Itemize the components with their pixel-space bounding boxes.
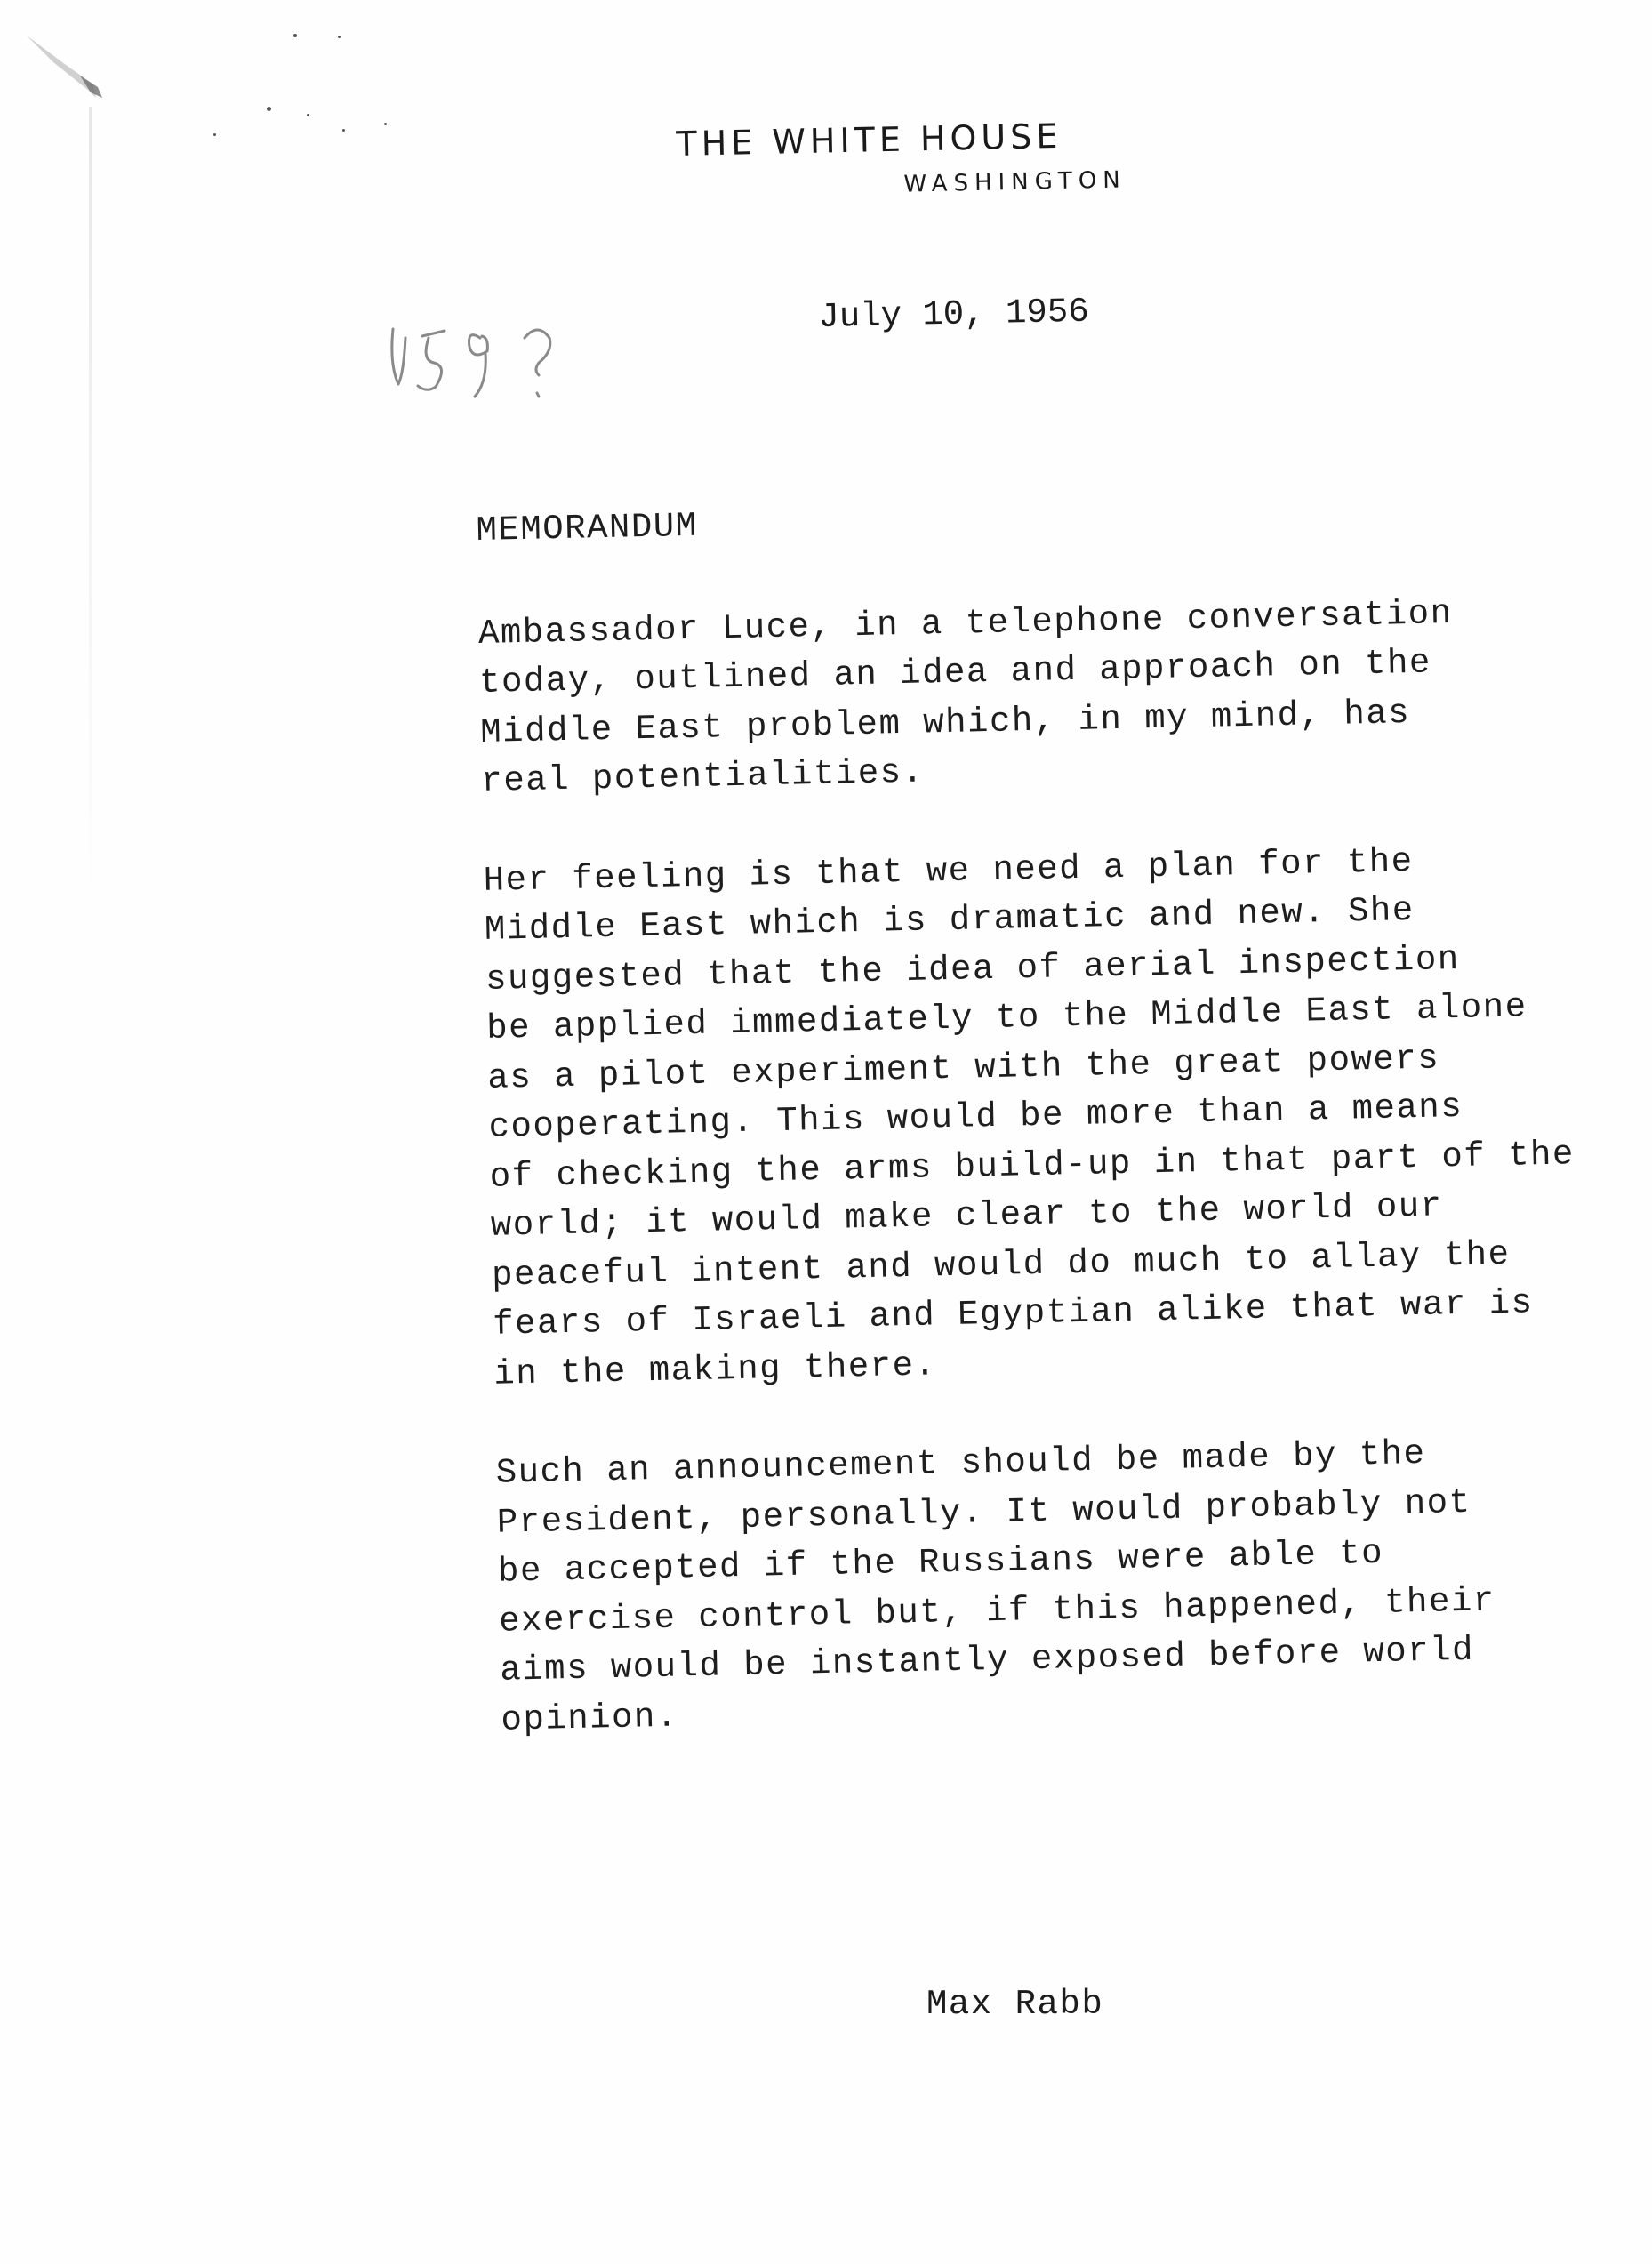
paragraph-line: world; it would make clear to the world our xyxy=(490,1186,1444,1246)
memo-body xyxy=(476,483,1632,1794)
scan-speck xyxy=(307,114,309,116)
memo-paragraph xyxy=(477,586,1610,807)
letterhead xyxy=(676,111,1300,203)
paragraph-line: President, personally. It would probably not xyxy=(496,1482,1472,1543)
scan-speck xyxy=(293,34,297,37)
paragraph-line: in the making there. xyxy=(493,1345,937,1394)
scan-speck xyxy=(384,123,387,125)
scan-speck xyxy=(338,36,341,38)
letterhead-title: THE WHITE HOUSE xyxy=(676,116,1063,164)
memo-date: July 10, 1956 xyxy=(818,292,1090,337)
letterhead-subtitle: WASHINGTON xyxy=(903,166,1127,198)
paragraph-line: today, outlined an idea and approach on the xyxy=(478,643,1432,702)
paragraph-line: peaceful intent and would do much to allay the xyxy=(491,1234,1511,1296)
paragraph-line: be applied immediately to the Middle East alone xyxy=(485,987,1528,1048)
paragraph-line: Her feeling is that we need a plan for the xyxy=(483,841,1415,901)
scan-edge-shadow xyxy=(89,107,92,907)
paragraph-line: Ambassador Luce, in a telephone conversation xyxy=(477,593,1453,654)
paragraph-line: fears of Israeli and Egyptian alike that war is xyxy=(492,1283,1534,1345)
paragraph-line: cooperating. This would be more than a means xyxy=(488,1087,1464,1147)
paragraph-line: suggested that the idea of aerial inspection xyxy=(485,939,1461,1000)
paragraph-line: be accepted if the Russians were able to xyxy=(497,1533,1384,1592)
paragraph-line: of checking the arms build-up in that part of the xyxy=(489,1134,1576,1197)
paragraph-line: Middle East which is dramatic and new. She xyxy=(484,890,1415,950)
scan-speck xyxy=(267,107,271,111)
scan-corner-artifact xyxy=(27,36,107,98)
paragraph-line: aims would be instantly exposed before world xyxy=(499,1630,1475,1690)
paragraph-line: exercise control but, if this happened, their xyxy=(498,1580,1496,1642)
memo-paragraph xyxy=(483,833,1624,1400)
paragraph-line: as a pilot experiment with the great powers xyxy=(486,1038,1440,1098)
signature: Max Rabb xyxy=(926,1985,1104,2024)
handwritten-note xyxy=(382,311,596,409)
paragraph-line: Such an announcement should be made by the xyxy=(495,1433,1426,1493)
memo-paragraph xyxy=(495,1425,1631,1746)
scan-speck xyxy=(213,133,216,136)
paragraph-line: real potentialities. xyxy=(481,752,925,801)
memo-heading: MEMORANDUM xyxy=(476,506,699,550)
scan-speck xyxy=(342,129,345,132)
paragraph-line: opinion. xyxy=(501,1697,679,1740)
paragraph-line: Middle East problem which, in my mind, has xyxy=(479,693,1411,752)
